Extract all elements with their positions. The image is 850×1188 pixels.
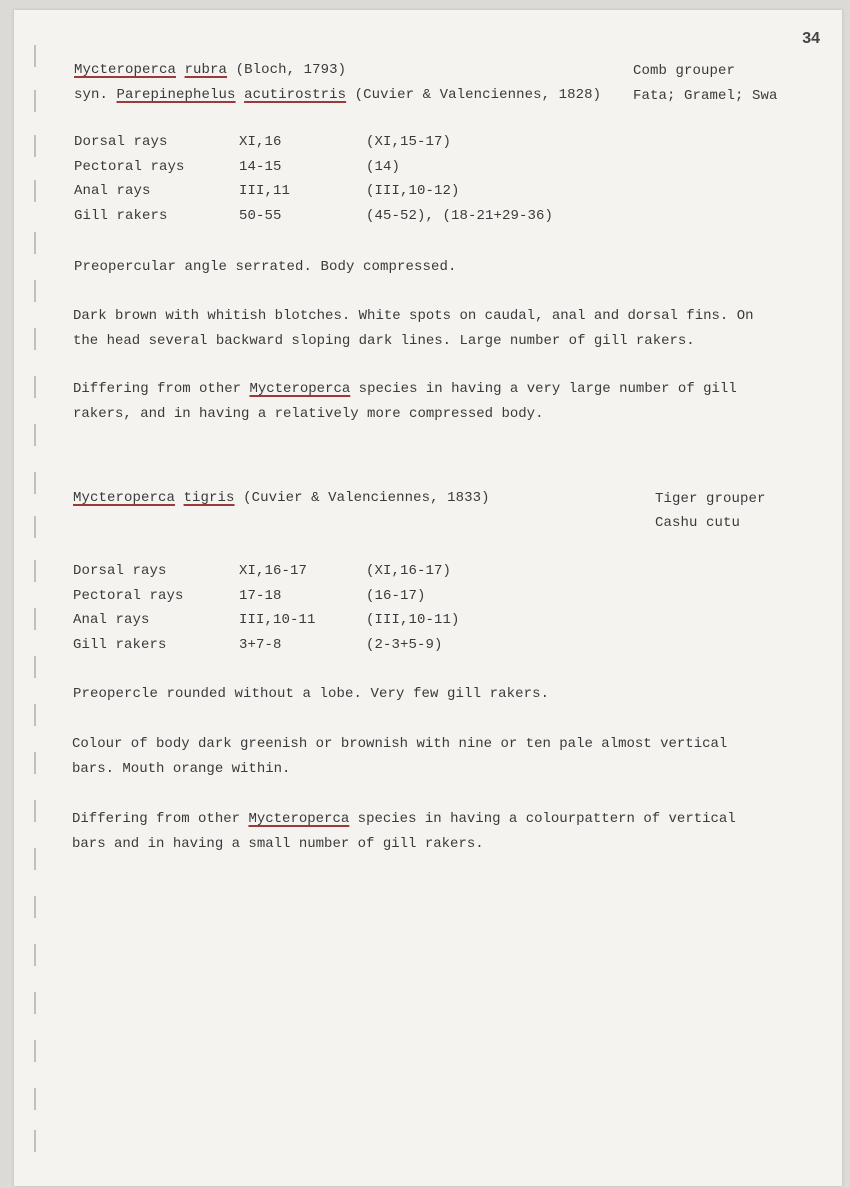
- species1-paragraph-2: [73, 304, 773, 354]
- species2-species: tigris: [183, 490, 235, 506]
- document-page: [14, 10, 842, 1186]
- species2-common-name: Tiger grouper: [655, 491, 766, 507]
- count-value: 50-55: [239, 208, 282, 224]
- count-label: Dorsal rays: [73, 563, 167, 579]
- species2-paragraph-3: [72, 807, 772, 857]
- count-label: Anal rays: [73, 612, 150, 628]
- paragraph-line: Differing from other Mycteroperca species in having a very large number of gill: [73, 381, 737, 397]
- species2-genus: Mycteroperca: [73, 490, 176, 506]
- species2-title: [73, 489, 490, 507]
- count-value: III,10-11: [239, 612, 316, 628]
- paragraph-line: Differing from other Mycteroperca species in having a colourpattern of vertical: [72, 811, 736, 827]
- count-value: 14-15: [239, 159, 282, 175]
- species2-author: (Cuvier & Valenciennes, 1833): [243, 490, 490, 506]
- count-label: Anal rays: [74, 183, 151, 199]
- count-label: Pectoral rays: [74, 159, 185, 175]
- genus-reference: Mycteroperca: [248, 811, 350, 827]
- count-range: (2-3+5-9): [366, 637, 443, 653]
- species2-local-names: Cashu cutu: [655, 515, 741, 531]
- count-range: (45-52), (18-21+29-36): [366, 208, 554, 224]
- synonym-genus: Parepinephelus: [116, 87, 236, 103]
- count-range: (16-17): [366, 588, 426, 604]
- count-label: Pectoral rays: [73, 588, 184, 604]
- species1-genus: Mycteroperca: [74, 62, 177, 78]
- count-value: III,11: [239, 183, 291, 199]
- species2-paragraph-2: [72, 732, 772, 782]
- genus-reference: Mycteroperca: [249, 381, 351, 397]
- paragraph-line: Dark brown with whitish blotches. White spots on caudal, anal and dorsal fins. On: [73, 308, 754, 324]
- paragraph-line: bars and in having a small number of gill rakers.: [72, 836, 484, 852]
- species1-common-name: Comb grouper: [633, 63, 736, 79]
- species1-paragraph-1: Preopercular angle serrated. Body compressed.: [74, 259, 457, 275]
- synonym-prefix: syn.: [74, 87, 109, 103]
- species1-title: [74, 61, 346, 79]
- paragraph-line: Colour of body dark greenish or brownish with nine or ten pale almost vertical: [72, 736, 728, 752]
- count-value: 17-18: [239, 588, 282, 604]
- count-range: (XI,15-17): [366, 134, 452, 150]
- species1-species: rubra: [184, 62, 228, 78]
- species1-author: (Bloch, 1793): [235, 62, 347, 78]
- count-value: 3+7-8: [239, 637, 282, 653]
- paragraph-line: the head several backward sloping dark lines. Large number of gill rakers.: [73, 333, 695, 349]
- species1-local-names: Fata; Gramel; Swa: [633, 88, 778, 104]
- paragraph-line: bars. Mouth orange within.: [72, 761, 291, 777]
- count-value: XI,16: [239, 134, 282, 150]
- count-range: (XI,16-17): [366, 563, 452, 579]
- count-range: (14): [366, 159, 401, 175]
- count-value: XI,16-17: [239, 563, 308, 579]
- species2-paragraph-1: Preopercle rounded without a lobe. Very few gill rakers.: [73, 686, 550, 702]
- count-range: (III,10-11): [366, 612, 460, 628]
- species1-synonym: [74, 86, 601, 104]
- count-label: Gill rakers: [73, 637, 167, 653]
- synonym-species: acutirostris: [244, 87, 347, 103]
- count-range: (III,10-12): [366, 183, 460, 199]
- count-label: Dorsal rays: [74, 134, 168, 150]
- synonym-author: (Cuvier & Valenciennes, 1828): [354, 87, 602, 103]
- paragraph-line: rakers, and in having a relatively more compressed body.: [73, 406, 544, 422]
- count-label: Gill rakers: [74, 208, 168, 224]
- species1-paragraph-3: [73, 377, 773, 427]
- page-number: 34: [802, 30, 820, 47]
